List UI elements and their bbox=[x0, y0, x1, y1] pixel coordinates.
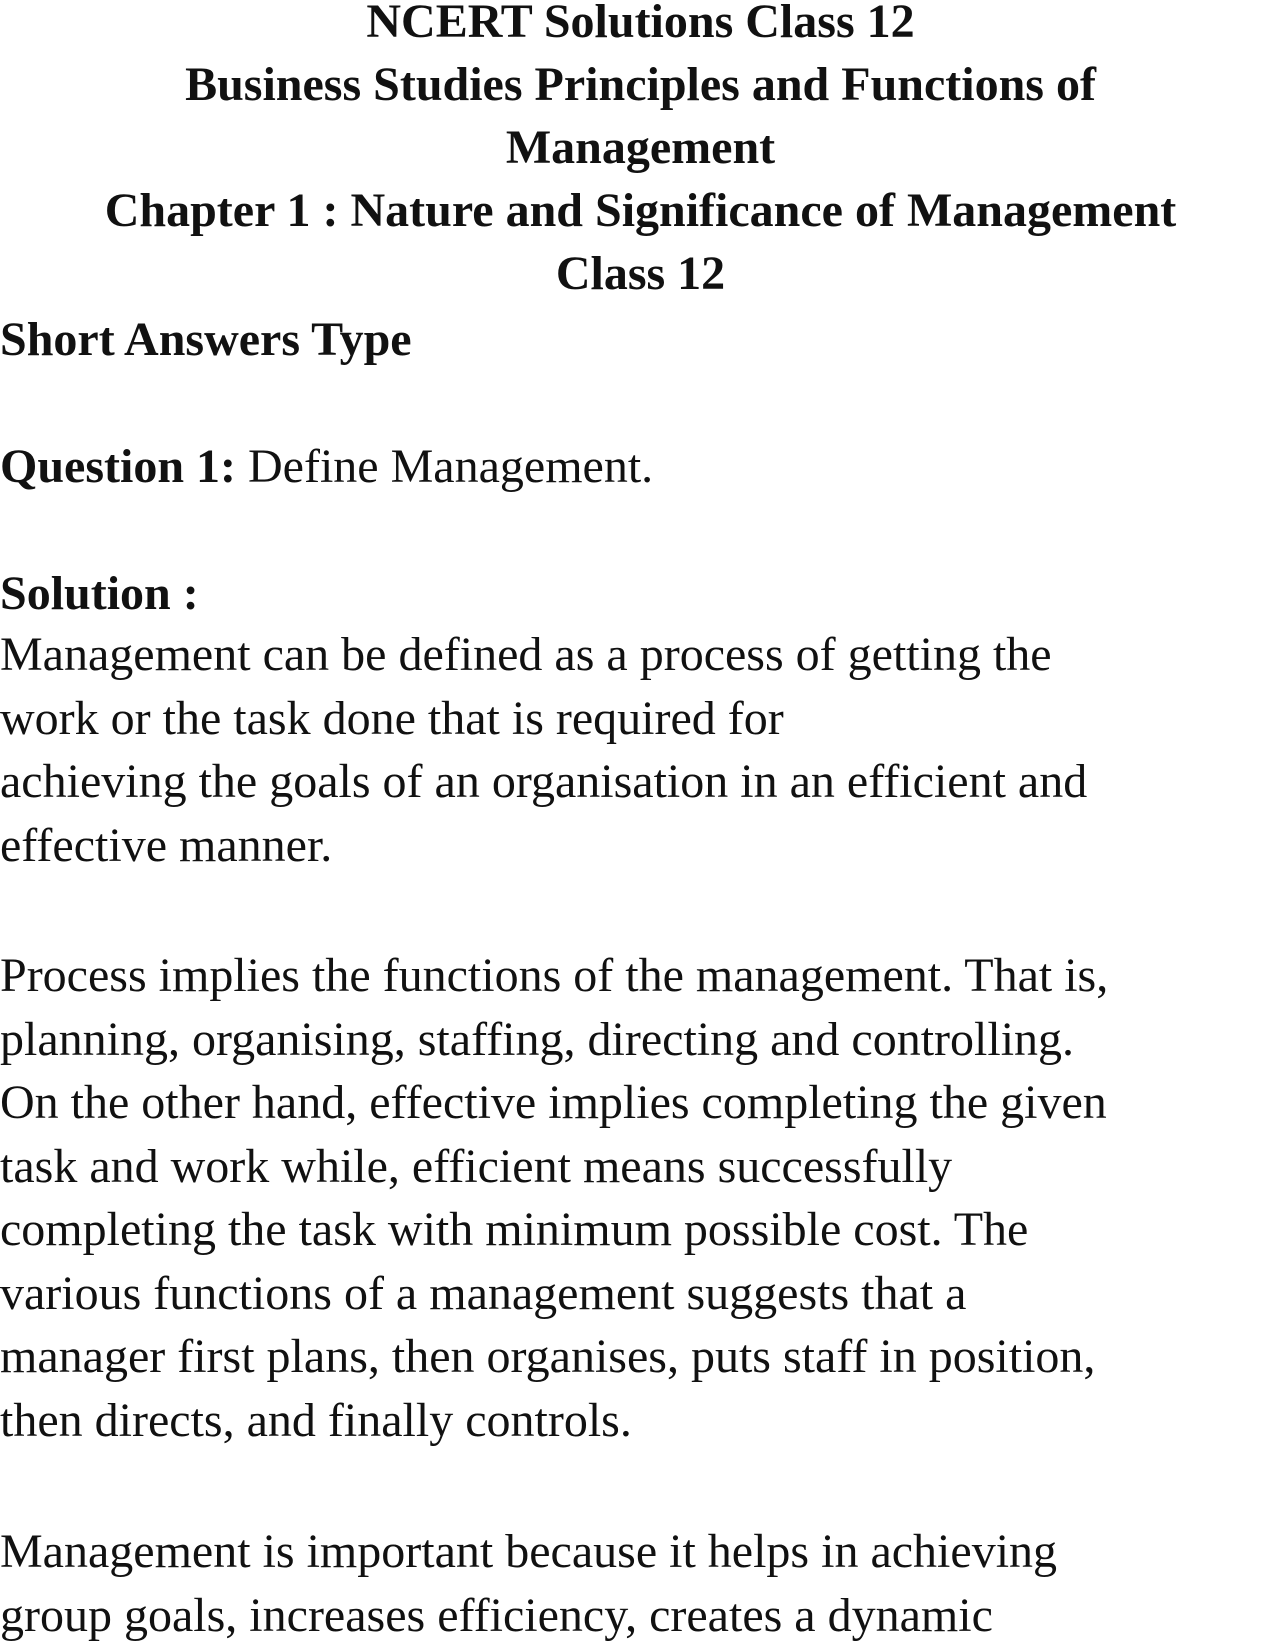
paragraph-line: Management is important because it helps in achieving bbox=[0, 1520, 1057, 1584]
header-title-line-1: NCERT Solutions Class 12 bbox=[0, 0, 1281, 53]
paragraph-line: On the other hand, effective implies completing the given bbox=[0, 1071, 1108, 1135]
header-title-line-3: Management bbox=[0, 116, 1281, 179]
paragraph-line: manager first plans, then organises, puts staff in position, bbox=[0, 1325, 1108, 1389]
paragraph-line: various functions of a management suggests that a bbox=[0, 1262, 1108, 1326]
question-label: Question 1: bbox=[0, 440, 236, 493]
question-1 bbox=[0, 435, 653, 498]
paragraph-line: achieving the goals of an organisation in an efficient and bbox=[0, 750, 1087, 814]
question-text: Define Management. bbox=[236, 440, 653, 493]
paragraph-line: planning, organising, staffing, directing and controlling. bbox=[0, 1008, 1108, 1072]
header-class-line: Class 12 bbox=[0, 242, 1281, 305]
paragraph-line: Management can be defined as a process of getting the bbox=[0, 623, 1087, 687]
paragraph-line: work or the task done that is required for bbox=[0, 687, 1087, 751]
paragraph-line: group goals, increases efficiency, creates a dynamic bbox=[0, 1584, 1057, 1647]
paragraph-line: effective manner. bbox=[0, 814, 1087, 878]
solution-paragraph-2 bbox=[0, 944, 1108, 1452]
paragraph-line: completing the task with minimum possible cost. The bbox=[0, 1198, 1108, 1262]
paragraph-line: Process implies the functions of the management. That is, bbox=[0, 944, 1108, 1008]
solution-paragraph-3 bbox=[0, 1520, 1057, 1647]
header-title-line-2: Business Studies Principles and Functions of bbox=[0, 53, 1281, 116]
document-header bbox=[0, 0, 1281, 305]
solution-label: Solution : bbox=[0, 562, 199, 625]
solution-paragraph-1 bbox=[0, 623, 1087, 877]
header-chapter-line: Chapter 1 : Nature and Significance of Management bbox=[0, 179, 1281, 242]
section-heading: Short Answers Type bbox=[0, 308, 412, 371]
paragraph-line: then directs, and finally controls. bbox=[0, 1389, 1108, 1453]
paragraph-line: task and work while, efficient means successfully bbox=[0, 1135, 1108, 1199]
